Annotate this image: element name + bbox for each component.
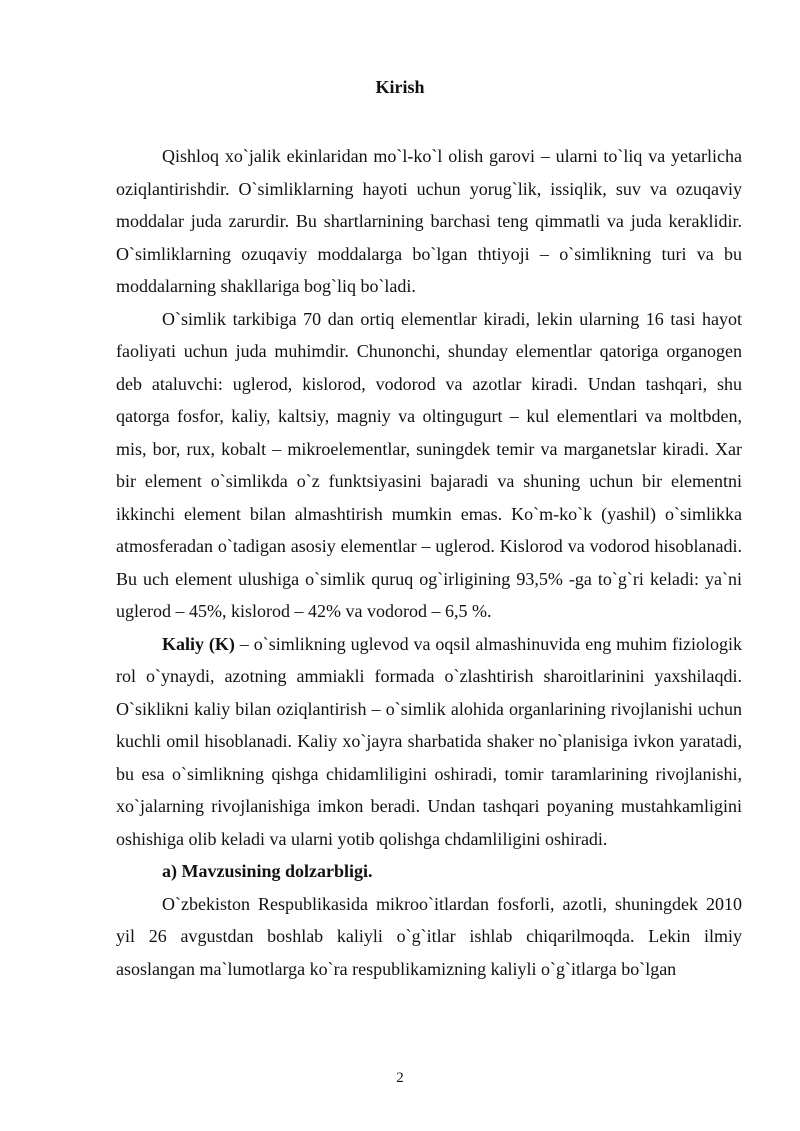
- body-text: [116, 140, 742, 985]
- paragraph-elements: O`simlik tarkibiga 70 dan ortiq elementlar kiradi, lekin ularning 16 tasi hayot faoliyati uchun juda muhimdir. Chunonchi, shunday elementlar qatoriga organogen deb ataluvchi: uglerod, kislorod, vodorod va azotlar kiradi. Undan tashqari, shu qatorga fosfor, kaliy, kaltsiy, magniy va oltingugurt – kul elementlari va moltbden, mis, bor, rux, kobalt – mikroelementlar, suningdek temir va marganetslar kiradi. Xar bir element o`simlikda o`z funktsiyasini bajaradi va shuning uchun bir elementni ikkinchi element bilan almashtirish mumkin emas. Ko`m-ko`k (yashil) o`simlikka atmosferadan o`tadigan asosiy elementlar – uglerod. Kislorod va vodorod hisoblanadi. Bu uch element ulushiga o`simlik quruq og`irligining 93,5% -ga to`g`ri keladi: ya`ni uglerod – 45%, kislorod – 42% va vodorod – 6,5 %.: [116, 308, 742, 621]
- section-heading: a) Mavzusining dolzarbligi.: [162, 861, 373, 881]
- page-title: Kirish: [375, 77, 425, 97]
- paragraph-potassium: [116, 628, 742, 856]
- potassium-text: – o`simlikning uglevod va oqsil almashinuvida eng muhim fiziologik rol o`ynaydi, azotning ammiakli formada o`zlashtirish sharoitlarinini yaxshilaqdi. O`siklikni kaliy bilan oziqlantirish – o`simlik alohida organlarining rivojlanishi uchun kuchli omil hisoblanadi. Kaliy xo`jayra sharbatida shaker no`planisiga ivkon yaratadi, bu esa o`simlikning qishga chidamliligini oshiradi, tomir taramlarining rivojlanishi, xo`jalarning rivojlanishiga imkon beradi. Undan tashqari poyaning mustahkamligini oshishiga olib keladi va ularni yotib qolishga chdamliligini oshiradi.: [116, 633, 742, 849]
- page-number: 2: [396, 1070, 404, 1086]
- potassium-term: Kaliy (K): [162, 633, 235, 654]
- paragraph-intro: Qishloq xo`jalik ekinlaridan mo`l-ko`l olish garovi – ularni to`liq va yetarlicha oziqlantirishdir. O`simliklarning hayoti uchun yorug`lik, issiqlik, suv va ozuqaviy moddalar juda zarurdir. Bu shartlarnining barchasi teng qimmatli va juda keraklidir. O`simliklarning ozuqaviy moddalarga bo`lgan thtiyoji – o`simlikning turi va bu moddalarning shakllariga bog`liq bo`ladi.: [116, 146, 742, 296]
- paragraph-relevance: O`zbekiston Respublikasida mikroo`itlardan fosforli, azotli, shuningdek 2010 yil 26 avgustdan boshlab kaliyli o`g`itlar ishlab chiqarilmoqda. Lekin ilmiy asoslangan ma`lumotlarga ko`ra respublikamizning kaliyli o`g`itlarga bo`lgan: [116, 893, 742, 979]
